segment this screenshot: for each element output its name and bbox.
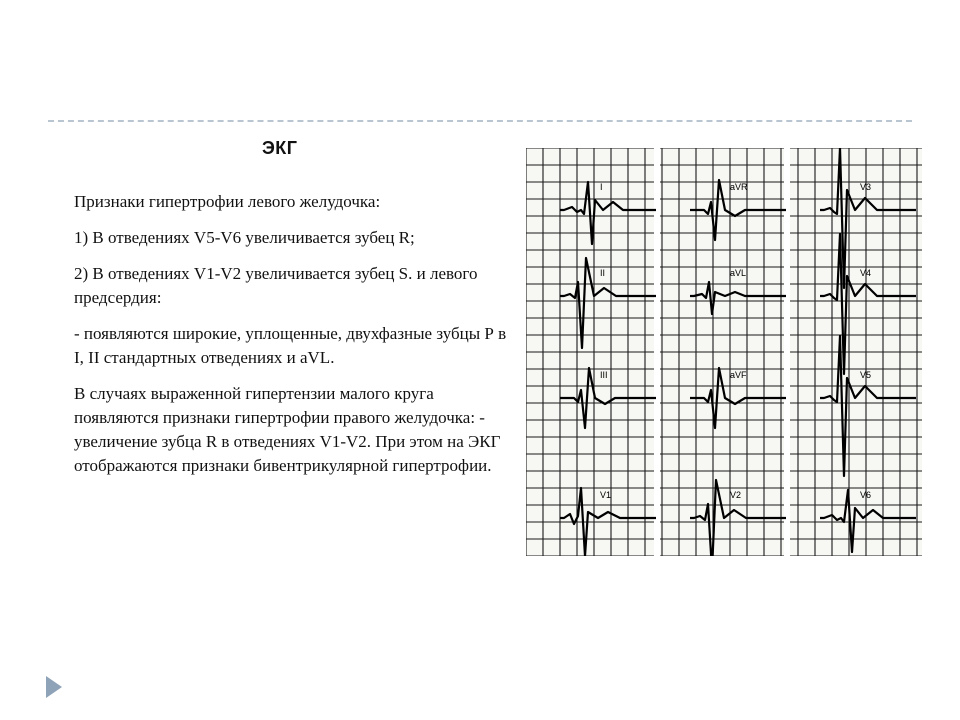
ecg-lead-label: V3 [860, 182, 872, 192]
ecg-lead-label: V1 [600, 490, 612, 500]
ecg-lead-label: V4 [860, 268, 872, 278]
ecg-lead-label: aVL [730, 268, 747, 278]
ecg-lead-label: V2 [730, 490, 742, 500]
paragraph-rvh: В случаях выраженной гипертензии малого круга появляются признаки гипертрофии правого желудочка: - увеличение зубца R в отведениях V1-V2. При этом на ЭКГ отображаются признаки бивентрикулярной гипертрофии. [74, 384, 501, 475]
triangle-right-icon[interactable] [46, 676, 62, 698]
ecg-lead-label: V6 [860, 490, 872, 500]
paragraph-v5-v6: 1) В отведениях V5-V6 увеличивается зубец R; [74, 228, 415, 247]
ecg-lead-label: III [600, 370, 608, 380]
paragraph-p-waves: - появляются широкие, уплощенные, двухфазные зубцы Р в I, II стандартных отведениях и aVL. [74, 324, 507, 367]
ecg-lead-label: aVR [730, 182, 748, 192]
ecg-lead-label: II [600, 268, 606, 278]
top-divider [48, 120, 912, 122]
paragraph-lvh-heading: Признаки гипертрофии левого желудочка: [74, 192, 381, 211]
ecg-lead-label: V5 [860, 370, 872, 380]
ecg-lead-label: I [600, 182, 603, 192]
slide-title: ЭКГ [262, 138, 298, 158]
ecg-lead-label: aVF [730, 370, 747, 380]
slide-body [74, 190, 514, 490]
paragraph-v1-v2: 2) В отведениях V1-V2 увеличивается зубец S. и левого предсердия: [74, 264, 478, 307]
ecg-figure [526, 148, 922, 556]
